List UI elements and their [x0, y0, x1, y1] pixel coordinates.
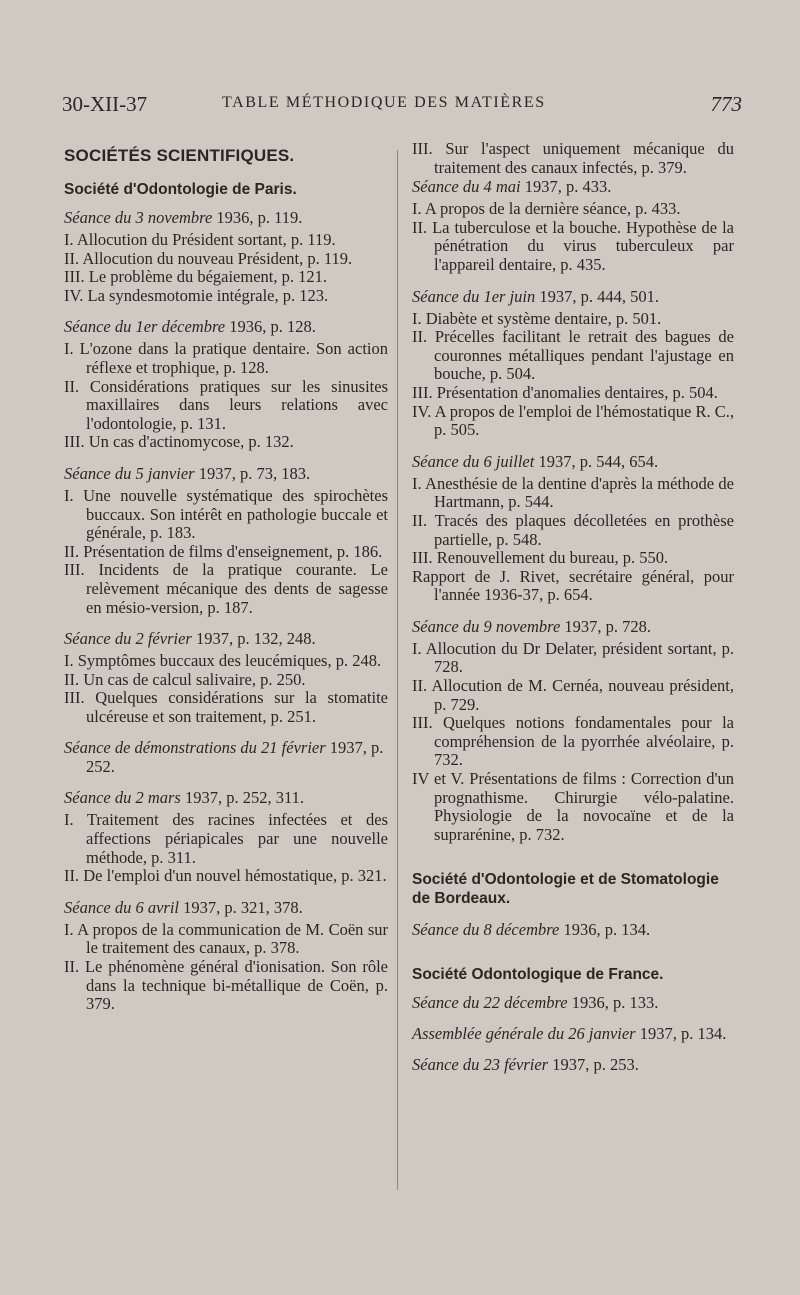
seance-label: Séance du 2 mars: [64, 788, 181, 808]
seance-heading: [64, 629, 388, 648]
seance-heading: [64, 738, 388, 776]
seance-label: Séance du 3 novembre: [64, 208, 213, 227]
society-name: Société d'Odontologie et de Stomatologie de Bordeaux.: [412, 871, 719, 908]
seance-pages: 1936, p. 134.: [559, 920, 651, 940]
entry-item: I. Allocution du Dr Delater, président sortant, p. 728.: [412, 638, 734, 677]
seance-label: Séance de démonstrations du 21 février: [64, 738, 326, 758]
entry-item: III. Présentation d'anomalies dentaires, p. 504.: [412, 382, 718, 402]
france-entries: [412, 993, 734, 1074]
seance-heading: [412, 287, 734, 306]
entry-item: II. La tuberculose et la bouche. Hypothèse de la pénétration du virus tuberculeux par l'appareil dentaire, p. 435.: [412, 217, 734, 274]
entry-item: I. Traitement des racines infectées et des affections périapicales par une nouvelle méthode, p. 311.: [64, 810, 388, 867]
left-column: [64, 140, 388, 1014]
entry-item: I. L'ozone dans la pratique dentaire. Son action réflexe et trophique, p. 128.: [64, 339, 388, 377]
seance-pages: 1937, p. 253.: [548, 1055, 639, 1075]
entry-item: I. Allocution du Président sortant, p. 119.: [64, 230, 336, 249]
seance-pages: 1937, p. 252.: [86, 738, 384, 777]
seance-pages: 1937, p. 728.: [560, 616, 652, 636]
entry-item: I. A propos de la dernière séance, p. 433.: [412, 199, 681, 219]
entry-item: I. A propos de la communication de M. Coën sur le traitement des canaux, p. 378.: [64, 919, 388, 958]
entry-item: III. Le problème du bégaiement, p. 121.: [64, 267, 327, 287]
seance-heading: [64, 898, 388, 917]
entry-item: II. De l'emploi d'un nouvel hémostatique, p. 321.: [64, 866, 387, 886]
seance-pages: 1937, p. 444, 501.: [535, 286, 660, 306]
seance-pages: 1937, p. 433.: [520, 177, 612, 197]
entry-item: III. Renouvellement du bureau, p. 550.: [412, 548, 669, 568]
entry-item: I. Diabète et système dentaire, p. 501.: [412, 308, 662, 328]
society-name: Société Odontologique de France.: [412, 966, 664, 984]
seance-label: Séance du 5 janvier: [64, 463, 195, 483]
page-number: 773: [710, 92, 742, 116]
section-title: SOCIÉTÉS SCIENTIFIQUES.: [64, 146, 295, 165]
header-title: TABLE MÉTHODIQUE DES MATIÈRES: [222, 94, 546, 111]
entry-item: II. Le phénomène général d'ionisation. Son rôle dans la technique bi-métallique de Coën, p. 379.: [64, 957, 388, 1014]
seance-label: Séance du 4 mai: [412, 177, 521, 197]
seance-pages: 1936, p. 119.: [212, 208, 303, 227]
entry-item: I. Une nouvelle systématique des spirochètes buccaux. Son intérêt en pathologie buccale et générale, p. 183.: [64, 485, 388, 543]
entry-item: II. Allocution de M. Cernéa, nouveau président, p. 729.: [412, 676, 734, 714]
right-column: [412, 140, 734, 1078]
seance-pages: 1937, p. 132, 248.: [191, 629, 316, 649]
seance-heading: [412, 920, 734, 939]
seance-label: Séance du 23 février: [412, 1055, 549, 1075]
seance-label: Séance du 1er décembre: [64, 317, 226, 337]
seance-pages: 1937, p. 134.: [635, 1024, 727, 1044]
entry-item: II. Tracés des plaques décolletées en prothèse partielle, p. 548.: [412, 510, 734, 549]
entry-item: II. Précelles facilitant le retrait des bagues de couronnes métalliques pendant l'ajustage en bouche, p. 504.: [412, 327, 734, 384]
seance-heading: [64, 464, 388, 483]
seance-pages: 1937, p. 544, 654.: [534, 451, 659, 471]
right-lead-items: [412, 140, 734, 177]
header-date: 30-XII-37: [62, 92, 148, 116]
left-entries: [64, 208, 388, 1014]
seance-label: Séance du 1er juin: [412, 286, 536, 306]
seance-label: Séance du 6 avril: [64, 897, 180, 917]
entry-item: III. Un cas d'actinomycose, p. 132.: [64, 432, 294, 452]
entry-item: Rapport de J. Rivet, secrétaire général, pour l'année 1936-37, p. 654.: [412, 566, 734, 605]
seance-pages: 1936, p. 133.: [567, 993, 659, 1013]
seance-label: Séance du 9 novembre: [412, 616, 561, 636]
seance-heading: [64, 317, 388, 336]
entry-item: I. Symptômes buccaux des leucémiques, p. 248.: [64, 651, 382, 671]
seance-label: Séance du 8 décembre: [412, 920, 560, 940]
running-head: [62, 92, 742, 122]
entry-item: IV. A propos de l'emploi de l'hémostatique R. C., p. 505.: [412, 401, 734, 440]
seance-heading: [412, 617, 734, 636]
seance-pages: 1937, p. 73, 183.: [194, 463, 311, 483]
seance-heading: [64, 208, 388, 227]
entry-item: II. Considérations pratiques sur les sinusites maxillaires dans leurs relations avec l'odontologie, p. 131.: [64, 376, 388, 433]
entry-item: II. Présentation de films d'enseignement, p. 186.: [64, 541, 383, 561]
entry-item: III. Incidents de la pratique courante. Le relèvement mécanique des dents de sagesse en mésio-version, p. 187.: [64, 560, 388, 617]
right-entries: [412, 177, 734, 844]
seance-heading: [412, 1055, 734, 1074]
seance-pages: 1937, p. 252, 311.: [180, 788, 304, 808]
seance-heading: [412, 993, 734, 1012]
seance-label: Séance du 6 juillet: [412, 451, 535, 471]
entry-item: I. Anesthésie de la dentine d'après la méthode de Hartmann, p. 544.: [412, 473, 734, 512]
entry-item: III. Quelques considérations sur la stomatite ulcéreuse et son traitement, p. 251.: [64, 688, 388, 726]
entry-item: III. Quelques notions fondamentales pour la compréhension de la pyorrhée alvéolaire, p. 732.: [412, 713, 734, 770]
seance-heading: [412, 177, 734, 196]
seance-heading: [64, 788, 388, 807]
seance-label: Séance du 22 décembre: [412, 993, 568, 1013]
seance-label: Séance du 2 février: [64, 629, 192, 649]
column-divider: [397, 150, 398, 1190]
seance-pages: 1937, p. 321, 378.: [179, 897, 303, 917]
seance-label: Assemblée générale du 26 janvier: [412, 1024, 636, 1044]
entry-item: II. Un cas de calcul salivaire, p. 250.: [64, 669, 306, 689]
seance-pages: 1936, p. 128.: [225, 317, 316, 337]
entry-item: IV et V. Présentations de films : Correction d'un prognathisme. Chirurgie vélo-palatine. Physiologie de la novocaïne et de la suprarénine, p. 732.: [412, 769, 734, 844]
seance-heading: [412, 1024, 734, 1043]
seance-heading: [412, 452, 734, 471]
society-name: Société d'Odontologie de Paris.: [64, 181, 297, 198]
entry-item: III. Sur l'aspect uniquement mécanique du traitement des canaux infectés, p. 379.: [412, 139, 734, 177]
entry-item: IV. La syndesmotomie intégrale, p. 123.: [64, 285, 329, 305]
entry-item: II. Allocution du nouveau Président, p. 119.: [64, 248, 353, 268]
